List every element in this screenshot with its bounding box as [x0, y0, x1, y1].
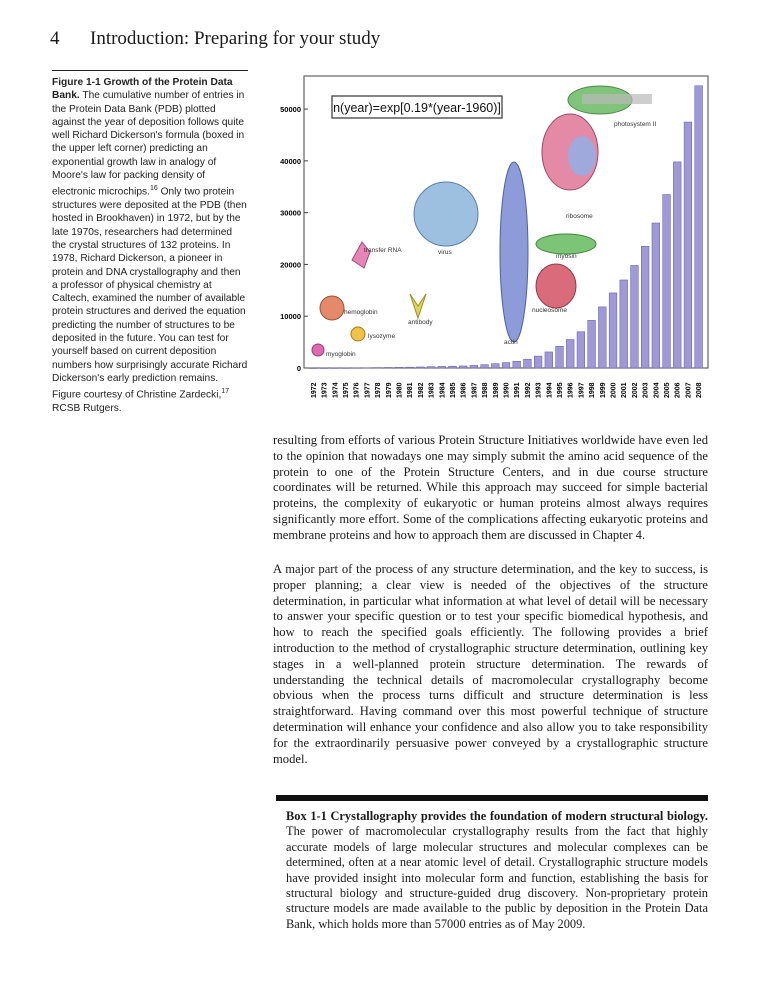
y-tick-label: 10000 [280, 312, 301, 322]
x-tick-label: 1995 [557, 382, 565, 398]
y-tick-label: 40000 [280, 156, 301, 166]
box-body: The power of macromolecular crystallography results from the fact that highly accurate models of large molecular structures and molecular complexes can be determined, often at a near atomic level of detail. Crystallographic structure models have provided insight into molecular form and function, establishing the basis for structural biology and structure-guided drug discovery. Non-proprietary protein structure models are made available to the public by deposition in the Protein Data Bank, which holds more than 57000 entries as of May 2009. [286, 824, 708, 931]
caption-text-a: The cumulative number of entries in the Protein Data Bank (PDB) plotted against the year of deposition follows quite well Richard Dickerson's formula (boxed in the upper left corner) predicting an exponential growth law in analogy of Moore's law for packing density of electronic microchips. [52, 90, 245, 198]
bar-1973 [320, 368, 328, 369]
x-tick-label: 1978 [375, 382, 383, 398]
bar-1988 [481, 365, 489, 368]
bar-1993 [534, 356, 542, 368]
annotation-label: antibody [408, 319, 433, 326]
bar-1998 [588, 320, 596, 368]
ribosome-subunit-image [568, 136, 596, 176]
bar-1987 [470, 365, 478, 368]
y-tick-label: 50000 [280, 105, 301, 115]
bar-1975 [342, 368, 350, 369]
page-header [50, 28, 380, 50]
x-tick-label: 1986 [460, 382, 468, 398]
x-tick-label: 1980 [396, 382, 404, 398]
x-tick-label: 2004 [653, 382, 661, 398]
bar-1986 [459, 366, 467, 368]
bar-1996 [566, 340, 574, 368]
bar-1972 [309, 368, 317, 369]
x-tick-label: 1985 [449, 382, 457, 398]
caption-text-c: RCSB Rutgers. [52, 402, 122, 414]
x-tick-label: 1977 [364, 382, 372, 398]
x-tick-label: 1983 [428, 382, 436, 398]
bar-1984 [438, 366, 446, 368]
bar-2005 [663, 195, 671, 368]
bar-2003 [641, 246, 649, 368]
pdb-growth-chart [270, 72, 710, 410]
caption-label: Figure 1-1 Growth of the Protein Data Bank. [52, 77, 233, 102]
annotation-label: lysozyme [368, 333, 396, 340]
bar-1983 [427, 367, 435, 368]
x-tick-label: 2007 [685, 382, 693, 398]
myosin-image [536, 234, 596, 254]
bar-1982 [417, 367, 425, 368]
virus-image [414, 182, 478, 246]
membrane-band [582, 94, 652, 104]
bar-2004 [652, 223, 660, 368]
y-tick-label: 20000 [280, 260, 301, 270]
bar-1989 [491, 364, 499, 368]
bar-1980 [395, 367, 403, 368]
box-text [276, 809, 708, 932]
x-tick-label: 2006 [674, 382, 682, 398]
bar-1974 [331, 368, 339, 369]
x-tick-label: 1988 [482, 382, 490, 398]
figure-caption [52, 70, 248, 415]
x-tick-label: 1972 [310, 382, 318, 398]
bar-1995 [556, 346, 564, 368]
y-tick-label: 30000 [280, 208, 301, 218]
annotation-label: hemoglobin [344, 309, 378, 316]
x-tick-label: 1997 [578, 382, 586, 398]
annotation-label: virus [438, 249, 452, 256]
bar-2006 [673, 162, 681, 368]
annotation-label: nucleosome [532, 307, 568, 314]
box-1-1 [276, 795, 708, 932]
x-tick-label: 2000 [610, 382, 618, 398]
caption-ref-2: 17 [221, 388, 230, 396]
annotation-label: ribosome [566, 213, 593, 220]
x-tick-label: 1974 [332, 382, 340, 398]
x-tick-label: 1975 [342, 382, 350, 398]
x-tick-label: 1973 [321, 382, 329, 398]
x-tick-label: 1991 [514, 382, 522, 398]
x-tick-label: 1984 [439, 382, 447, 398]
x-tick-label: 1992 [524, 382, 532, 398]
bar-1981 [406, 367, 414, 368]
x-tick-label: 1990 [503, 382, 511, 398]
bar-1977 [363, 368, 371, 369]
annotation-label: photosystem II [614, 121, 657, 128]
nucleosome-image [536, 264, 576, 308]
bar-1978 [374, 368, 382, 369]
bar-2007 [684, 122, 692, 368]
annotation-label: myosin [556, 253, 577, 260]
bar-1999 [598, 307, 606, 368]
x-tick-label: 2001 [621, 382, 629, 398]
caption-ref-1: 16 [149, 185, 158, 193]
actin-image [500, 162, 528, 342]
bar-1992 [524, 359, 532, 368]
bar-1976 [352, 368, 360, 369]
bar-2002 [631, 265, 639, 368]
myoglobin-image [312, 344, 324, 356]
annotation-label: transfer RNA [364, 247, 402, 254]
x-tick-label: 1989 [492, 382, 500, 398]
x-tick-label: 1993 [535, 382, 543, 398]
x-tick-label: 1987 [471, 382, 479, 398]
bar-2000 [609, 293, 617, 368]
x-tick-label: 2008 [696, 382, 704, 398]
bar-1994 [545, 352, 553, 368]
chapter-title: Introduction: Preparing for your study [90, 28, 381, 49]
bar-2001 [620, 280, 628, 368]
bar-2008 [695, 86, 703, 368]
x-tick-label: 1981 [407, 382, 415, 398]
x-tick-label: 2005 [664, 382, 672, 398]
x-tick-label: 1999 [599, 382, 607, 398]
paragraph-2: A major part of the process of any structure determination, and the key to success, is proper planning; a clear view is needed of the objectives of the structure determination, in particular what information at what level of detail will be necessary to answer your specific question or to test your specific biomedical hypothesis, and how to reach the specified goals efficiently. The following provides a brief introduction to the method of crystallographic structure determination, outlining key stages in a well-planned protein structure determination. The rewards of understanding the technical details of macromolecular crystallography become obvious when the process turns difficult and structure determination is less straightforward. Having command over this most powerful technique of structure determination will enhance your confidence and also allow you to take responsibility for the extraordinarily persuasive power conveyed by a crystallographic structure model. [273, 562, 708, 766]
bar-1991 [513, 361, 521, 368]
chart-svg [270, 72, 710, 410]
x-tick-label: 1996 [567, 382, 575, 398]
page-number: 4 [50, 28, 60, 49]
lysozyme-image [351, 327, 365, 341]
annotation-label: myoglobin [326, 351, 356, 358]
x-tick-label: 1976 [353, 382, 361, 398]
box-title: Box 1-1 Crystallography provides the foundation of modern structural biology. [286, 809, 708, 823]
x-tick-label: 1994 [546, 382, 554, 398]
x-tick-label: 2003 [642, 382, 650, 398]
bar-1990 [502, 363, 510, 368]
caption-text-b: Only two protein structures were deposited at the PDB (then hosted in Brookhaven) in 1972, but by the late 1970s, researchers had determined the crystal structures of 132 proteins. In 1978, Richard Dickerson, a pioneer in protein and DNA crystallography and then a professor of physical chemistry at Caltech, examined the number of available protein structures and derived the equation predicting the number of structures to be deposited in the future. You can test for yourself based on current deposition numbers how surprisingly accurate Richard Dickerson's early prediction remains. Figure courtesy of Christine Zardecki, [52, 186, 248, 401]
paragraph-1: resulting from efforts of various Protein Structure Initiatives worldwide have even led to the opinion that nowadays one may simply submit the amino acid sequence of the protein to one of the Protein Structure Centers, and in due course structure coordinates will be returned. While this approach may succeed for simple bacterial proteins, the complexity of eukaryotic or human proteins almost always requires significantly more effort. Some of the complications affecting eukaryotic proteins and membrane proteins and how to approach them are discussed in Chapter 4. [273, 433, 708, 542]
bar-1979 [384, 367, 392, 368]
x-tick-label: 1998 [589, 382, 597, 398]
formula-text: n(year)=exp[0.19*(year-1960)] [333, 101, 501, 115]
x-tick-label: 1979 [385, 382, 393, 398]
bar-1985 [449, 366, 457, 368]
hemoglobin-image [320, 296, 344, 320]
bar-1997 [577, 332, 585, 368]
annotation-label: actin [504, 339, 518, 346]
x-tick-label: 1982 [417, 382, 425, 398]
y-tick-label: 0 [296, 364, 301, 373]
x-tick-label: 2002 [631, 382, 639, 398]
